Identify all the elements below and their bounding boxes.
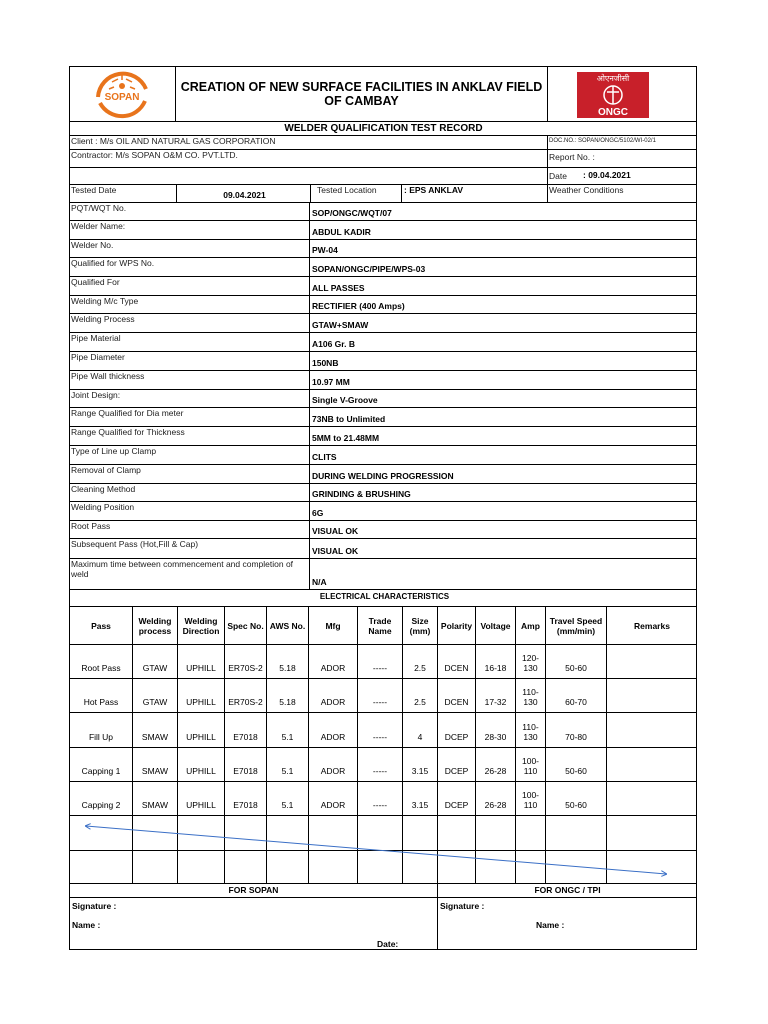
field-value: SOP/ONGC/WQT/07 xyxy=(309,202,697,220)
table-cell: 100-110 xyxy=(515,781,545,815)
table-cell: 3.15 xyxy=(402,747,437,781)
field-value: DURING WELDING PROGRESSION xyxy=(309,464,697,483)
field-label: Maximum time between commencement and completion of weld xyxy=(70,558,309,589)
ongc-name-label: Name : xyxy=(536,920,565,930)
table-cell: E7018 xyxy=(224,747,266,781)
table-cell: 110-130 xyxy=(515,712,545,747)
table-cell: GTAW xyxy=(132,644,177,678)
table-cell: SMAW xyxy=(132,747,177,781)
table-header: Voltage xyxy=(475,606,515,644)
svg-text:ONGC: ONGC xyxy=(598,107,628,118)
table-cell: Hot Pass xyxy=(70,678,132,712)
table-cell: UPHILL xyxy=(177,712,224,747)
table-cell: DCEN xyxy=(437,678,475,712)
field-label: Pipe Material xyxy=(70,332,309,351)
table-cell: 26-28 xyxy=(475,747,515,781)
field-value: RECTIFIER (400 Amps) xyxy=(309,295,697,313)
weather-conditions-label: Weather Conditions xyxy=(547,184,697,202)
table-cell: ----- xyxy=(357,678,402,712)
table-cell: 5.1 xyxy=(266,712,308,747)
table-cell: 16-18 xyxy=(475,644,515,678)
table-cell: 100-110 xyxy=(515,747,545,781)
table-cell: 50-60 xyxy=(545,747,606,781)
sopan-name-label: Name : xyxy=(72,920,101,930)
field-value: A106 Gr. B xyxy=(309,332,697,351)
field-value: GRINDING & BRUSHING xyxy=(309,483,697,501)
field-label: Welding M/c Type xyxy=(70,295,309,313)
table-cell: UPHILL xyxy=(177,678,224,712)
table-cell: 5.1 xyxy=(266,781,308,815)
table-cell: ER70S-2 xyxy=(224,644,266,678)
field-value: N/A xyxy=(309,558,697,589)
table-header: Polarity xyxy=(437,606,475,644)
tested-location-label: Tested Location xyxy=(310,184,401,202)
sopan-signature-label: Signature : xyxy=(72,901,117,911)
table-cell: Capping 1 xyxy=(70,747,132,781)
table-header: Spec No. xyxy=(224,606,266,644)
table-cell: 50-60 xyxy=(545,781,606,815)
table-cell: SMAW xyxy=(132,781,177,815)
field-label: Joint Design: xyxy=(70,389,309,407)
table-cell: ----- xyxy=(357,644,402,678)
table-cell: DCEP xyxy=(437,747,475,781)
table-cell: 2.5 xyxy=(402,644,437,678)
table-cell: Root Pass xyxy=(70,644,132,678)
table-cell: DCEN xyxy=(437,644,475,678)
field-label: Root Pass xyxy=(70,520,309,538)
field-label: Pipe Wall thickness xyxy=(70,370,309,389)
table-cell: E7018 xyxy=(224,781,266,815)
for-sopan-label: FOR SOPAN xyxy=(70,883,437,897)
field-value: VISUAL OK xyxy=(309,520,697,538)
table-header: Travel Speed (mm/min) xyxy=(545,606,606,644)
table-header: Pass xyxy=(70,606,132,644)
svg-text:ओएनजीसी: ओएनजीसी xyxy=(596,74,630,83)
table-header: Welding Direction xyxy=(177,606,224,644)
table-cell: UPHILL xyxy=(177,644,224,678)
form-title: WELDER QUALIFICATION TEST RECORD xyxy=(70,121,697,135)
table-cell: 26-28 xyxy=(475,781,515,815)
field-label: Welding Position xyxy=(70,501,309,520)
table-cell: 110-130 xyxy=(515,678,545,712)
table-cell: 5.18 xyxy=(266,644,308,678)
field-value: Single V-Groove xyxy=(309,389,697,407)
field-value: ABDUL KADIR xyxy=(309,220,697,239)
table-header: Amp xyxy=(515,606,545,644)
table-cell: DCEP xyxy=(437,781,475,815)
field-value: 10.97 MM xyxy=(309,370,697,389)
table-cell: ----- xyxy=(357,781,402,815)
field-value: VISUAL OK xyxy=(309,538,697,558)
field-value: SOPAN/ONGC/PIPE/WPS-03 xyxy=(309,257,697,276)
field-label: Qualified for WPS No. xyxy=(70,257,309,276)
table-cell: DCEP xyxy=(437,712,475,747)
table-cell: 3.15 xyxy=(402,781,437,815)
table-cell: 2.5 xyxy=(402,678,437,712)
table-header: Welding process xyxy=(132,606,177,644)
tested-location-value: : EPS ANKLAV xyxy=(401,184,547,202)
field-value: 6G xyxy=(309,501,697,520)
table-cell: SMAW xyxy=(132,712,177,747)
table-cell: 60-70 xyxy=(545,678,606,712)
table-header: Remarks xyxy=(606,606,697,644)
field-value: PW-04 xyxy=(309,239,697,257)
doc-number: DOC.NO.: SOPAN/ONGC/5102/WI-02/1 xyxy=(547,135,697,149)
table-header: Mfg xyxy=(308,606,357,644)
table-cell: Capping 2 xyxy=(70,781,132,815)
table-cell: Fill Up xyxy=(70,712,132,747)
field-value: 5MM to 21.48MM xyxy=(309,426,697,445)
table-cell: ADOR xyxy=(308,712,357,747)
table-header: Size (mm) xyxy=(402,606,437,644)
date-label: Date xyxy=(547,167,581,184)
contractor-field: Contractor: M/s SOPAN O&M CO. PVT.LTD. xyxy=(70,149,547,167)
table-cell: UPHILL xyxy=(177,781,224,815)
field-label: Range Qualified for Thickness xyxy=(70,426,309,445)
table-cell: GTAW xyxy=(132,678,177,712)
table-header: AWS No. xyxy=(266,606,308,644)
cancel-strike-arrow xyxy=(70,67,697,951)
field-label: Pipe Diameter xyxy=(70,351,309,370)
table-cell: 120-130 xyxy=(515,644,545,678)
table-cell: 5.1 xyxy=(266,747,308,781)
field-label: Welding Process xyxy=(70,313,309,332)
field-label: Type of Line up Clamp xyxy=(70,445,309,464)
field-value: GTAW+SMAW xyxy=(309,313,697,332)
qualification-record-sheet xyxy=(69,66,697,950)
table-cell: 50-60 xyxy=(545,644,606,678)
field-label: Welder No. xyxy=(70,239,309,257)
field-value: 73NB to Unlimited xyxy=(309,407,697,426)
table-cell: UPHILL xyxy=(177,747,224,781)
table-cell: 4 xyxy=(402,712,437,747)
table-cell: ADOR xyxy=(308,781,357,815)
field-label: Removal of Clamp xyxy=(70,464,309,483)
table-cell: 17-32 xyxy=(475,678,515,712)
report-number: Report No. : xyxy=(547,149,697,167)
client-field: Client : M/s OIL AND NATURAL GAS CORPORATION xyxy=(70,135,547,149)
field-label: Qualified For xyxy=(70,276,309,295)
table-cell: 5.18 xyxy=(266,678,308,712)
date-value: : 09.04.2021 xyxy=(581,167,697,184)
table-cell: ADOR xyxy=(308,747,357,781)
table-cell: ER70S-2 xyxy=(224,678,266,712)
for-ongc-label: FOR ONGC / TPI xyxy=(437,883,697,897)
table-cell: ----- xyxy=(357,712,402,747)
table-cell: E7018 xyxy=(224,712,266,747)
table-header: Trade Name xyxy=(357,606,402,644)
table-cell: 28-30 xyxy=(475,712,515,747)
field-value: 150NB xyxy=(309,351,697,370)
field-label: Range Qualified for Dia meter xyxy=(70,407,309,426)
field-label: Subsequent Pass (Hot,Fill & Cap) xyxy=(70,538,309,558)
tested-date-value: 09.04.2021 xyxy=(176,184,310,202)
table-cell: 70-80 xyxy=(545,712,606,747)
table-cell: ADOR xyxy=(308,678,357,712)
sopan-date-label: Date: xyxy=(377,939,399,949)
table-cell: ADOR xyxy=(308,644,357,678)
field-label: Cleaning Method xyxy=(70,483,309,501)
tested-date-label: Tested Date xyxy=(70,184,176,202)
svg-text:SOPAN: SOPAN xyxy=(104,92,140,103)
field-label: Welder Name: xyxy=(70,220,309,239)
field-value: CLITS xyxy=(309,445,697,464)
electrical-characteristics-title: ELECTRICAL CHARACTERISTICS xyxy=(70,589,697,606)
ongc-signature-label: Signature : xyxy=(440,901,485,911)
table-cell: ----- xyxy=(357,747,402,781)
field-label: PQT/WQT No. xyxy=(70,202,309,220)
field-value: ALL PASSES xyxy=(309,276,697,295)
document-title: CREATION OF NEW SURFACE FACILITIES IN ANKLAV FIELD OF CAMBAY xyxy=(180,80,543,108)
